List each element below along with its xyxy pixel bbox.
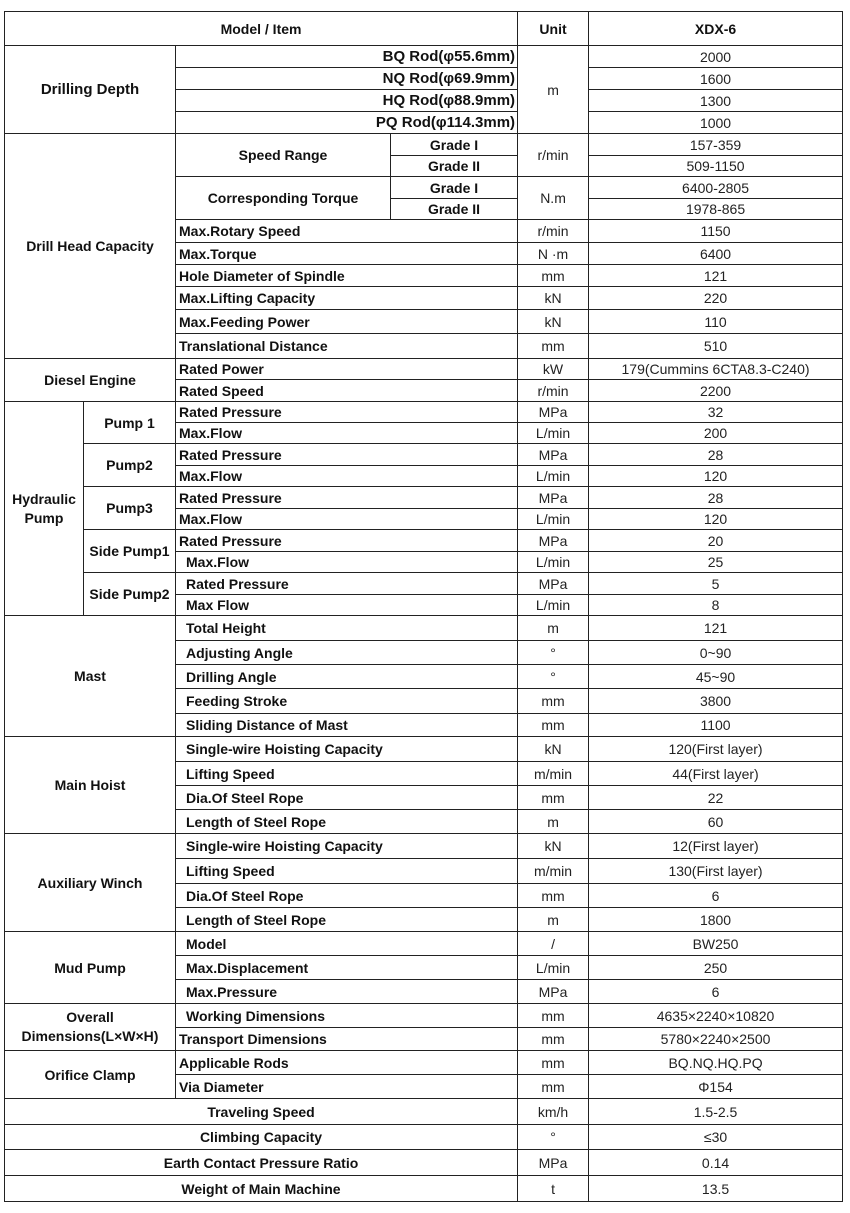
- value-cell: ≤30: [589, 1125, 843, 1150]
- value-cell: 250: [589, 956, 843, 980]
- item-label: Adjusting Angle: [176, 641, 518, 665]
- value-cell: 1150: [589, 220, 843, 243]
- unit-cell: kN: [518, 287, 589, 310]
- item-label: Climbing Capacity: [5, 1125, 518, 1150]
- table-row: [5, 932, 843, 956]
- item-label: Rated Pressure: [176, 573, 518, 595]
- value-cell: 12(First layer): [589, 834, 843, 859]
- value-cell: 13.5: [589, 1176, 843, 1202]
- grade-label: Grade II: [391, 156, 518, 177]
- unit-cell: L/min: [518, 552, 589, 573]
- group-overall-dimensions: [5, 1004, 176, 1051]
- item-label: Dia.Of Steel Rope: [176, 786, 518, 810]
- value-cell: 1000: [589, 112, 843, 134]
- item-label: Corresponding Torque: [176, 177, 391, 220]
- unit-cell: m/min: [518, 762, 589, 786]
- value-cell: 32: [589, 402, 843, 423]
- value-cell: Φ154: [589, 1075, 843, 1099]
- unit-cell: MPa: [518, 444, 589, 466]
- unit-cell: L/min: [518, 595, 589, 616]
- value-cell: 120: [589, 509, 843, 530]
- value-cell: 110: [589, 310, 843, 334]
- unit-cell: m: [518, 908, 589, 932]
- value-cell: 6400: [589, 243, 843, 265]
- item-label: Length of Steel Rope: [176, 810, 518, 834]
- unit-cell: °: [518, 641, 589, 665]
- value-cell: 4635×2240×10820: [589, 1004, 843, 1028]
- item-label: Applicable Rods: [176, 1051, 518, 1075]
- value-cell: 509-1150: [589, 156, 843, 177]
- value-cell: 179(Cummins 6CTA8.3-C240): [589, 359, 843, 380]
- item-label: Sliding Distance of Mast: [176, 714, 518, 737]
- value-cell: 45~90: [589, 665, 843, 689]
- item-label: Via Diameter: [176, 1075, 518, 1099]
- value-cell: 1978-865: [589, 199, 843, 220]
- item-label: Translational Distance: [176, 334, 518, 359]
- unit-cell: kN: [518, 737, 589, 762]
- table-row: [5, 134, 843, 156]
- unit-cell: L/min: [518, 423, 589, 444]
- unit-cell: mm: [518, 714, 589, 737]
- value-cell: BQ.NQ.HQ.PQ: [589, 1051, 843, 1075]
- value-cell: 120(First layer): [589, 737, 843, 762]
- header-model: XDX-6: [589, 12, 843, 46]
- item-label: Lifting Speed: [176, 762, 518, 786]
- value-cell: 1300: [589, 90, 843, 112]
- unit-cell: mm: [518, 1028, 589, 1051]
- item-label: Max.Rotary Speed: [176, 220, 518, 243]
- value-cell: 22: [589, 786, 843, 810]
- value-cell: 510: [589, 334, 843, 359]
- item-label: PQ Rod(φ114.3mm): [176, 112, 518, 134]
- spec-table: [4, 11, 843, 1202]
- table-row: [5, 1150, 843, 1176]
- unit-cell: MPa: [518, 573, 589, 595]
- table-row: [5, 402, 843, 423]
- item-label: Rated Power: [176, 359, 518, 380]
- item-label: Total Height: [176, 616, 518, 641]
- unit-cell: L/min: [518, 509, 589, 530]
- header-unit: Unit: [518, 12, 589, 46]
- value-cell: 1.5-2.5: [589, 1099, 843, 1125]
- item-label: BQ Rod(φ55.6mm): [176, 46, 518, 68]
- table-row: [5, 1004, 843, 1028]
- unit-cell: N ·m: [518, 243, 589, 265]
- item-label: Single-wire Hoisting Capacity: [176, 737, 518, 762]
- pump-name: Side Pump1: [84, 530, 176, 573]
- unit-cell: kW: [518, 359, 589, 380]
- unit-cell: km/h: [518, 1099, 589, 1125]
- unit-cell: /: [518, 932, 589, 956]
- grade-label: Grade II: [391, 199, 518, 220]
- unit-cell: °: [518, 1125, 589, 1150]
- value-cell: 157-359: [589, 134, 843, 156]
- group-mud-pump: Mud Pump: [5, 932, 176, 1004]
- value-cell: 28: [589, 487, 843, 509]
- item-label: Lifting Speed: [176, 859, 518, 884]
- unit-cell: MPa: [518, 402, 589, 423]
- value-cell: 220: [589, 287, 843, 310]
- grade-label: Grade I: [391, 134, 518, 156]
- unit-cell: MPa: [518, 487, 589, 509]
- value-cell: 121: [589, 616, 843, 641]
- value-cell: 2200: [589, 380, 843, 402]
- item-label: Max.Feeding Power: [176, 310, 518, 334]
- value-cell: 3800: [589, 689, 843, 714]
- header-row: [5, 12, 843, 46]
- group-main-hoist: Main Hoist: [5, 737, 176, 834]
- value-cell: 25: [589, 552, 843, 573]
- value-cell: 60: [589, 810, 843, 834]
- unit-cell: L/min: [518, 956, 589, 980]
- table-row: [5, 359, 843, 380]
- item-label: NQ Rod(φ69.9mm): [176, 68, 518, 90]
- table-row: [5, 530, 843, 552]
- group-label-line1: Overall: [66, 1009, 114, 1026]
- value-cell: 20: [589, 530, 843, 552]
- item-label: Working Dimensions: [176, 1004, 518, 1028]
- table-row: [5, 46, 843, 68]
- value-cell: 1100: [589, 714, 843, 737]
- item-label: Max.Torque: [176, 243, 518, 265]
- value-cell: 6400-2805: [589, 177, 843, 199]
- item-label: Rated Pressure: [176, 487, 518, 509]
- value-cell: 6: [589, 884, 843, 908]
- unit-cell: r/min: [518, 380, 589, 402]
- item-label: Single-wire Hoisting Capacity: [176, 834, 518, 859]
- item-label: Max.Pressure: [176, 980, 518, 1004]
- unit-cell: mm: [518, 265, 589, 287]
- unit-cell: kN: [518, 834, 589, 859]
- value-cell: 1600: [589, 68, 843, 90]
- group-auxiliary-winch: Auxiliary Winch: [5, 834, 176, 932]
- item-label: Hole Diameter of Spindle: [176, 265, 518, 287]
- unit-cell: MPa: [518, 1150, 589, 1176]
- unit-cell: mm: [518, 1075, 589, 1099]
- item-label: Max.Flow: [176, 423, 518, 444]
- grade-label: Grade I: [391, 177, 518, 199]
- unit-cell: r/min: [518, 134, 589, 177]
- value-cell: 200: [589, 423, 843, 444]
- value-cell: 28: [589, 444, 843, 466]
- unit-cell: mm: [518, 689, 589, 714]
- unit-cell: mm: [518, 334, 589, 359]
- value-cell: 0~90: [589, 641, 843, 665]
- unit-cell: °: [518, 665, 589, 689]
- item-label: Drilling Angle: [176, 665, 518, 689]
- item-label: Rated Pressure: [176, 530, 518, 552]
- unit-cell: MPa: [518, 530, 589, 552]
- value-cell: BW250: [589, 932, 843, 956]
- table-row: [5, 1176, 843, 1202]
- item-label: Weight of Main Machine: [5, 1176, 518, 1202]
- group-label-line2: Dimensions(L×W×H): [21, 1028, 159, 1044]
- unit-cell: mm: [518, 786, 589, 810]
- table-row: [5, 737, 843, 762]
- table-row: [5, 1099, 843, 1125]
- pump-name: Pump3: [84, 487, 176, 530]
- item-label: Max.Flow: [176, 466, 518, 487]
- item-label: Earth Contact Pressure Ratio: [5, 1150, 518, 1176]
- value-cell: 130(First layer): [589, 859, 843, 884]
- value-cell: 6: [589, 980, 843, 1004]
- value-cell: 5: [589, 573, 843, 595]
- item-label: Rated Pressure: [176, 444, 518, 466]
- table-row: [5, 1051, 843, 1075]
- table-row: [5, 1125, 843, 1150]
- group-drill-head: Drill Head Capacity: [5, 134, 176, 359]
- item-label: HQ Rod(φ88.9mm): [176, 90, 518, 112]
- value-cell: 0.14: [589, 1150, 843, 1176]
- item-label: Transport Dimensions: [176, 1028, 518, 1051]
- unit-cell: r/min: [518, 220, 589, 243]
- item-label: Model: [176, 932, 518, 956]
- group-drilling-depth: Drilling Depth: [5, 46, 176, 134]
- group-hydraulic-pump: Hydraulic Pump: [5, 402, 84, 616]
- unit-cell: m: [518, 810, 589, 834]
- unit-cell: t: [518, 1176, 589, 1202]
- item-label: Traveling Speed: [5, 1099, 518, 1125]
- value-cell: 1800: [589, 908, 843, 932]
- unit-cell: MPa: [518, 980, 589, 1004]
- table-row: [5, 487, 843, 509]
- value-cell: 2000: [589, 46, 843, 68]
- unit-cell: L/min: [518, 466, 589, 487]
- group-orifice-clamp: Orifice Clamp: [5, 1051, 176, 1099]
- value-cell: 120: [589, 466, 843, 487]
- item-label: Max Flow: [176, 595, 518, 616]
- item-label: Feeding Stroke: [176, 689, 518, 714]
- item-label: Dia.Of Steel Rope: [176, 884, 518, 908]
- group-mast: Mast: [5, 616, 176, 737]
- table-row: [5, 573, 843, 595]
- item-label: Speed Range: [176, 134, 391, 177]
- value-cell: 8: [589, 595, 843, 616]
- unit-cell: m: [518, 46, 589, 134]
- unit-cell: N.m: [518, 177, 589, 220]
- value-cell: 121: [589, 265, 843, 287]
- item-label: Length of Steel Rope: [176, 908, 518, 932]
- table-row: [5, 444, 843, 466]
- unit-cell: m: [518, 616, 589, 641]
- unit-cell: mm: [518, 1051, 589, 1075]
- unit-cell: mm: [518, 884, 589, 908]
- unit-cell: m/min: [518, 859, 589, 884]
- item-label: Max.Lifting Capacity: [176, 287, 518, 310]
- group-diesel-engine: Diesel Engine: [5, 359, 176, 402]
- table-row: [5, 834, 843, 859]
- item-label: Rated Pressure: [176, 402, 518, 423]
- item-label: Max.Flow: [176, 509, 518, 530]
- table-row: [5, 616, 843, 641]
- value-cell: 44(First layer): [589, 762, 843, 786]
- value-cell: 5780×2240×2500: [589, 1028, 843, 1051]
- unit-cell: mm: [518, 1004, 589, 1028]
- pump-name: Pump 1: [84, 402, 176, 444]
- pump-name: Pump2: [84, 444, 176, 487]
- item-label: Rated Speed: [176, 380, 518, 402]
- pump-name: Side Pump2: [84, 573, 176, 616]
- unit-cell: kN: [518, 310, 589, 334]
- item-label: Max.Displacement: [176, 956, 518, 980]
- header-item: Model / Item: [5, 12, 518, 46]
- item-label: Max.Flow: [176, 552, 518, 573]
